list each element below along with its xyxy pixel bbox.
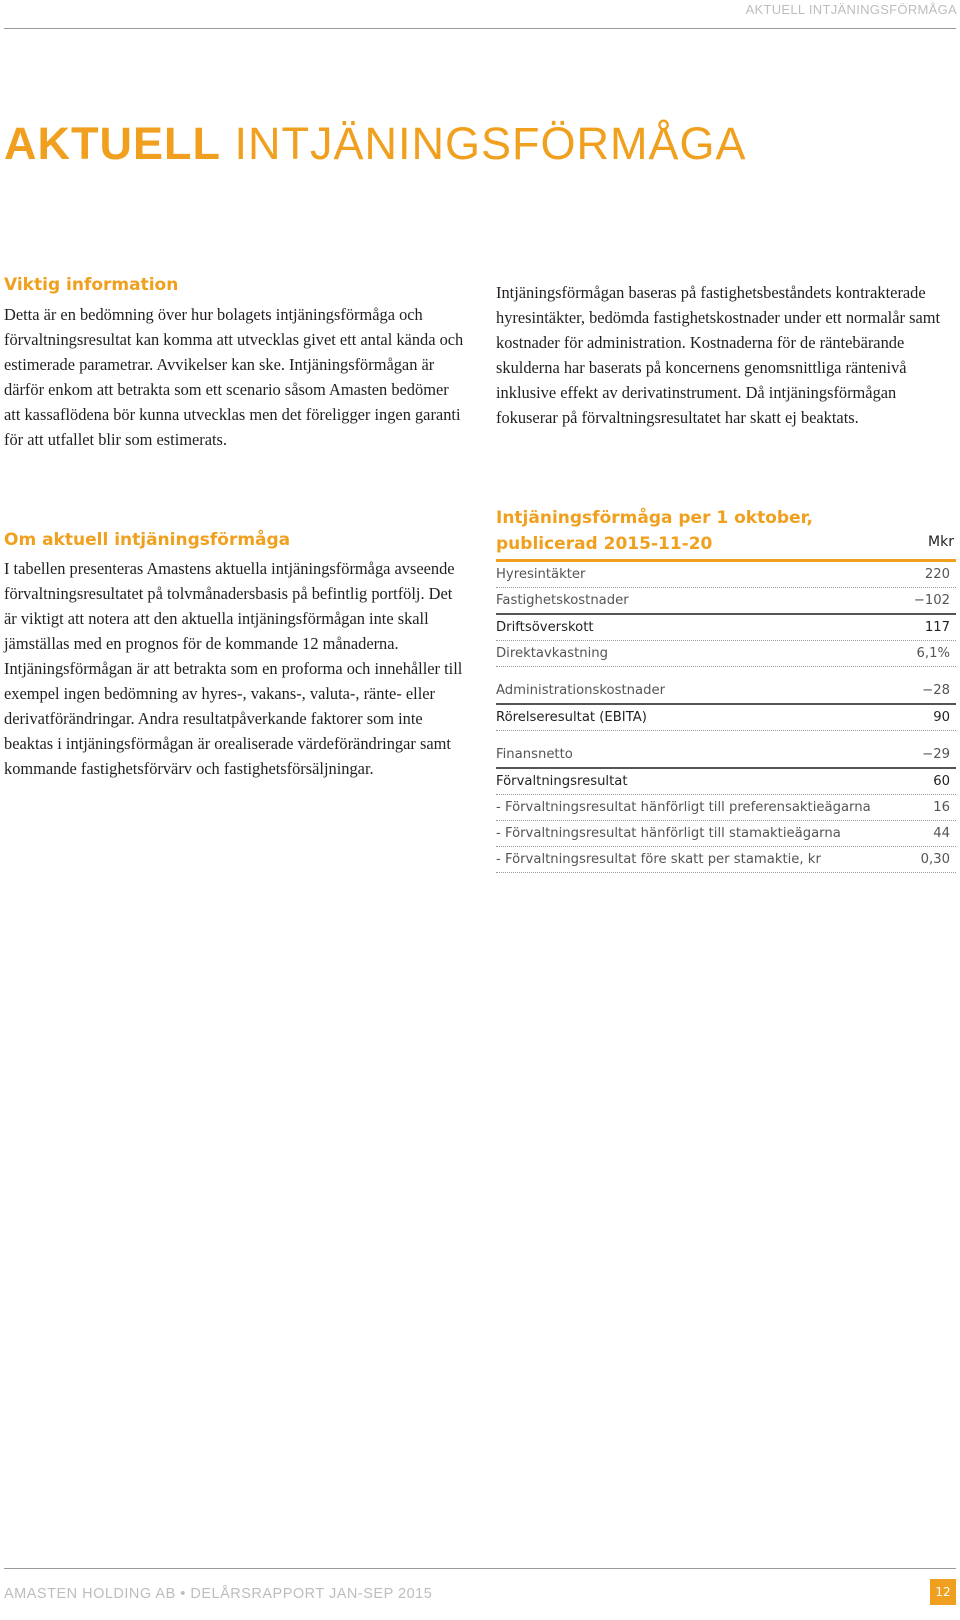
row-value: 0,30 [920, 852, 950, 867]
row-value: 6,1% [916, 646, 950, 661]
row-value: −28 [922, 683, 950, 698]
page-title-bold: AKTUELL [4, 118, 221, 169]
table-heading-line2: publicerad 2015-11-20 [496, 534, 713, 554]
table-row [496, 847, 956, 873]
table-row [496, 742, 956, 769]
row-value: 117 [924, 620, 950, 635]
row-label: Rörelseresultat (EBITA) [496, 710, 647, 725]
page-title [4, 118, 747, 170]
table-row [496, 615, 956, 641]
table-heading [496, 505, 813, 557]
table-row [496, 821, 956, 847]
table-heading-line1: Intjäningsförmåga per 1 oktober, [496, 508, 813, 528]
footer-rule [4, 1568, 956, 1569]
page-title-light: INTJÄNINGSFÖRMÅGA [234, 118, 747, 169]
row-label: Förvaltningsresultat [496, 774, 628, 789]
row-label: Finansnetto [496, 747, 573, 762]
table-row [496, 705, 956, 731]
row-value: 220 [924, 567, 950, 582]
row-label: Fastighetskostnader [496, 593, 629, 608]
row-label: Direktavkastning [496, 646, 609, 661]
row-value: 44 [933, 826, 950, 841]
table-row [496, 641, 956, 667]
table-row [496, 678, 956, 705]
top-rule [4, 28, 956, 29]
footer-text: AMASTEN HOLDING AB • DELÅRSRAPPORT JAN-SEP 2015 [4, 1586, 433, 1602]
about-heading: Om aktuell intjäningsförmåga [4, 530, 291, 550]
table-row [496, 769, 956, 795]
about-body: I tabellen presenteras Amastens aktuella intjäningsförmåga avseende förvaltningsresultatet på tolvmånadersbasis på befintlig portfölj. Det är viktigt att notera att den aktuella intjäningsförmågan inte skall jämställas med en prognos för de kommande 12 månaderna. Intjäningsförmågan är att betrakta som en proforma och innehåller till exempel ingen bedömning av hyres-, vakans-, valuta-, ränte- eller derivatförändringar. Andra resultatpåverkande faktorer som inte beaktas i intjäningsförmågan är orealiserade värdeförändringar samt kommande fastighetsförvärv och fastighetsförsäljningar. [4, 559, 463, 778]
important-info-heading: Viktig information [4, 275, 179, 295]
row-label: - Förvaltningsresultat hänförligt till stamaktieägarna [496, 826, 841, 841]
table-row [496, 795, 956, 821]
row-label: - Förvaltningsresultat före skatt per stamaktie, kr [496, 852, 821, 867]
basis-paragraph: Intjäningsförmågan baseras på fastighetsbeståndets kontrakterade hyresintäkter, bedömda fastighetskostnader under ett normalår samt kostnader för administration. Kostnaderna för de räntebärande skulderna har baserats på koncernens genomsnittliga räntenivå inklusive effekt av derivatinstrument. Då intjäningsförmågan fokuserar på förvaltningsresultatet har skatt ej beaktats. [496, 283, 941, 427]
row-label: Hyresintäkter [496, 567, 586, 582]
row-label: - Förvaltningsresultat hänförligt till preferensaktieägarna [496, 800, 871, 815]
row-label: Driftsöverskott [496, 620, 594, 635]
table-row [496, 588, 956, 615]
row-value: −29 [922, 747, 950, 762]
table-row [496, 562, 956, 588]
row-value: −102 [913, 593, 950, 608]
row-value: 60 [933, 774, 950, 789]
running-head: AKTUELL INTJÄNINGSFÖRMÅGA [745, 2, 957, 17]
row-label: Administrationskostnader [496, 683, 665, 698]
page-number: 12 [930, 1579, 956, 1605]
unit-label: Mkr [928, 534, 954, 550]
important-info-body: Detta är en bedömning över hur bolagets intjäningsförmåga och förvaltningsresultat kan komma att utvecklas givet ett antal kända och estimerade parametrar. Avvikelser kan ske. Intjäningsförmågan är därför enkom att betrakta som ett scenario såsom Amasten bedömer att kassaflödena bör kunna utvecklas men det föreligger ingen garanti för att utfallet blir som estimerats. [4, 305, 464, 449]
row-value: 16 [933, 800, 950, 815]
row-value: 90 [933, 710, 950, 725]
